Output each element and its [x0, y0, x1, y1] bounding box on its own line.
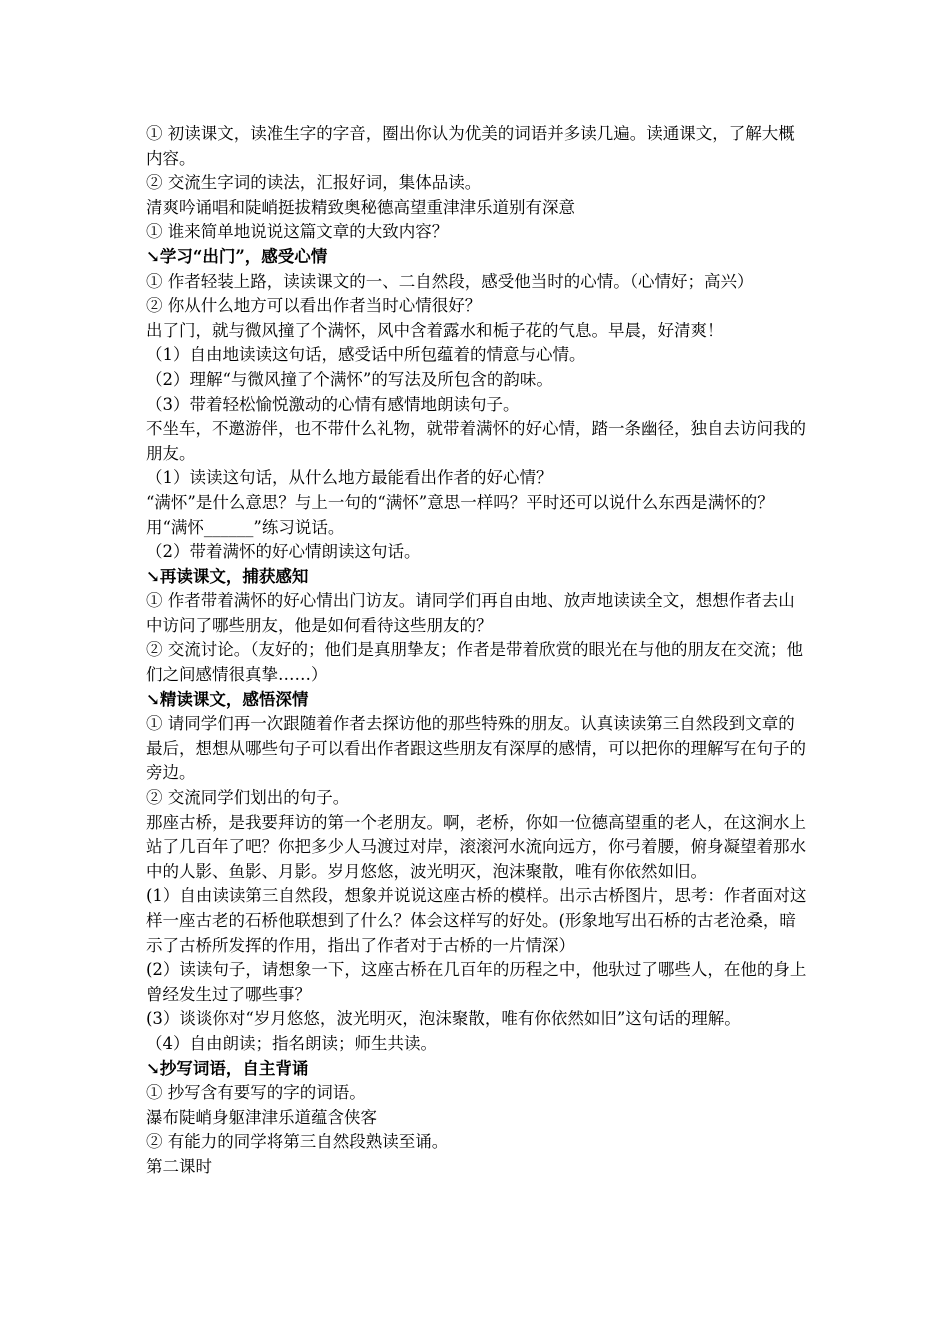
- paragraph: ① 谁来简单地说说这篇文章的大致内容？: [146, 222, 449, 242]
- paragraph: （2）带着满怀的好心情朗读这句话。: [146, 542, 421, 562]
- section-heading: ↘学习“出门”，感受心情: [146, 246, 328, 266]
- paragraph: （4）自由朗读；指名朗读；师生共读。: [146, 1033, 437, 1053]
- paragraph: （2）理解“与微风撞了个满怀”的写法及所包含的韵味。: [146, 369, 553, 389]
- quoted-passage: 不坐车，不邀游伴，也不带什么礼物，就带着满怀的好心情，踏一条幽径，独自去访问我的朋友。: [146, 419, 806, 463]
- lesson-label: 第二课时: [146, 1156, 212, 1176]
- paragraph: ② 交流同学们划出的句子。: [146, 788, 350, 808]
- vocabulary-list: 清爽吟诵唱和陡峭挺拔精致奥秘德高望重津津乐道别有深意: [146, 197, 575, 217]
- paragraph: ① 作者带着满怀的好心情出门访友。请同学们再自由地、放声地读读全文，想想作者去山中访问了哪些朋友，他是如何看待这些朋友的？: [146, 591, 795, 635]
- paragraph: （1）读读这句话，从什么地方最能看出作者的好心情？: [146, 468, 553, 488]
- paragraph: (1）自由读读第三自然段，想象并说说这座古桥的模样。出示古桥图片，思考：作者面对这样一座古老的石桥他联想到了什么？体会这样写的好处。(形象地写出石桥的古老沧桑，暗示了古桥所发挥的作用，指出了作者对于古桥的一片情深）: [146, 886, 807, 955]
- section-heading: ↘再读课文，捕获感知: [146, 566, 309, 586]
- section-heading: ↘精读课文，感悟深情: [146, 689, 309, 709]
- paragraph: (3）谈谈你对“岁月悠悠，波光明灭，泡沫聚散，唯有你依然如旧”这句话的理解。: [146, 1009, 741, 1029]
- paragraph: (2）读读句子，请想象一下，这座古桥在几百年的历程之中，他驮过了哪些人，在他的身上曾经发生过了哪些事？: [146, 960, 807, 1004]
- paragraph: ② 交流生字词的读法，汇报好词，集体品读。: [146, 173, 482, 193]
- paragraph: （3）带着轻松愉悦激动的心情有感情地朗读句子。: [146, 394, 520, 414]
- paragraph: ① 请同学们再一次跟随着作者去探访他的那些特殊的朋友。认真读读第三自然段到文章的最后，想想从哪些句子可以看出作者跟这些朋友有深厚的感情，可以把你的理解写在句子的旁边。: [146, 714, 806, 783]
- paragraph: ① 初读课文，读准生字的字音，圈出你认为优美的词语并多读几遍。读通课文，了解大概内容。: [146, 124, 795, 168]
- document-body: [146, 122, 810, 1180]
- paragraph: ② 你从什么地方可以看出作者当时心情很好？: [146, 296, 482, 316]
- paragraph: ② 交流讨论。（友好的；他们是真朋挚友；作者是带着欣赏的眼光在与他的朋友在交流；他们之间感情很真挚……）: [146, 640, 803, 685]
- paragraph: ② 有能力的同学将第三自然段熟读至诵。: [146, 1132, 449, 1152]
- paragraph: （1）自由地读读这句话，感受话中所包蕴着的情意与心情。: [146, 345, 586, 365]
- vocabulary-list: 瀑布陡峭身躯津津乐道蕴含侠客: [146, 1107, 377, 1127]
- paragraph: ① 作者轻装上路，读读课文的一、二自然段，感受他当时的心情。（心情好；高兴）: [146, 271, 754, 291]
- quoted-passage: 那座古桥，是我要拜访的第一个老朋友。啊，老桥，你如一位德高望重的老人，在这涧水上站了几百年了吧？你把多少人马渡过对岸，滚滚河水流向远方，你弓着腰，俯身凝望着那水中的人影、鱼影、月影。岁月悠悠，波光明灭，泡沫聚散，唯有你依然如旧。: [146, 812, 806, 881]
- paragraph: ① 抄写含有要写的字的词语。: [146, 1083, 366, 1103]
- paragraph: “满怀”是什么意思？与上一句的“满怀”意思一样吗？平时还可以说什么东西是满怀的？用“满怀______”练习说话。: [146, 492, 774, 537]
- section-heading: ↘抄写词语，自主背诵: [146, 1058, 309, 1078]
- quoted-passage: 出了门，就与微风撞了个满怀，风中含着露水和栀子花的气息。早晨，好清爽！: [146, 320, 724, 340]
